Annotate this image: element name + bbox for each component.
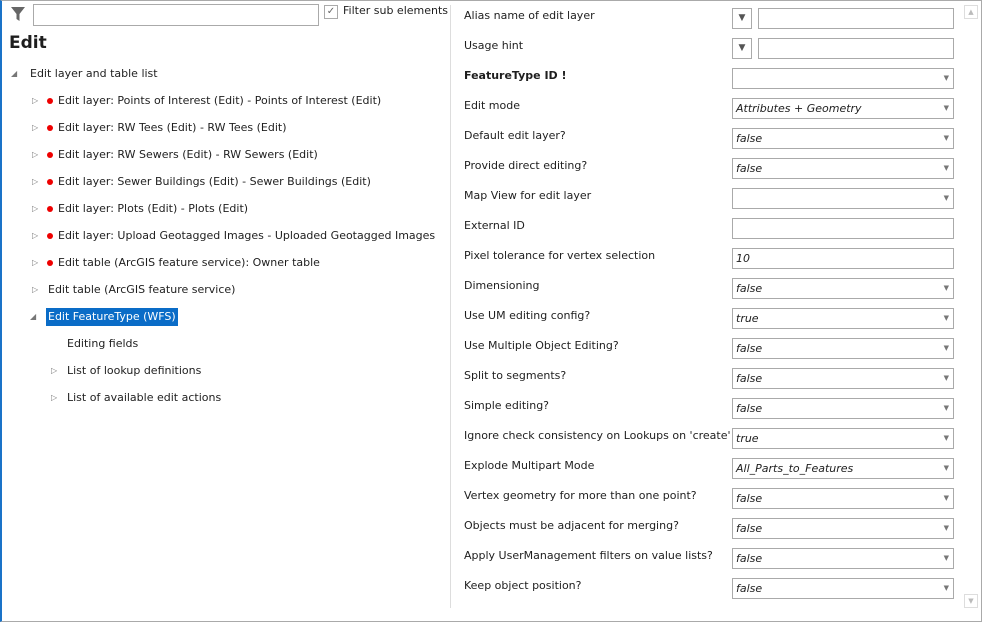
property-select[interactable] <box>732 188 954 209</box>
collapsed-arrow-icon[interactable]: ▷ <box>51 366 58 375</box>
property-value: 10 <box>736 252 750 265</box>
tree-item-label: Edit layer: Upload Geotagged Images - Uploaded Geotagged Images <box>58 229 436 242</box>
tree-item[interactable] <box>0 146 440 164</box>
property-value: false <box>736 132 763 145</box>
scroll-up-button[interactable]: ▲ <box>964 5 978 19</box>
collapsed-arrow-icon[interactable]: ▷ <box>32 231 39 240</box>
property-text-input[interactable] <box>732 248 954 269</box>
collapsed-arrow-icon[interactable]: ▷ <box>32 285 39 294</box>
property-text-input[interactable] <box>732 218 954 239</box>
tree-item[interactable] <box>0 173 440 191</box>
filter-sub-elements-label: Filter sub elements <box>343 4 449 17</box>
property-select[interactable] <box>732 368 954 389</box>
property-label: External ID <box>464 219 525 232</box>
property-label: FeatureType ID ! <box>464 69 567 82</box>
tree-child[interactable] <box>0 335 440 353</box>
chevron-down-icon[interactable]: ▼ <box>943 404 949 412</box>
property-select[interactable] <box>732 98 954 119</box>
chevron-down-icon[interactable]: ▼ <box>943 344 949 352</box>
tree-item-label: Edit table (ArcGIS feature service) <box>48 283 236 296</box>
property-value: false <box>736 282 763 295</box>
tree-item-label: Edit table (ArcGIS feature service): Owner table <box>58 256 320 269</box>
collapsed-arrow-icon[interactable]: ▷ <box>32 204 39 213</box>
error-dot-icon <box>47 206 53 212</box>
property-value: Attributes + Geometry <box>736 102 862 115</box>
tree-root[interactable] <box>0 65 440 83</box>
property-label: Keep object position? <box>464 579 582 592</box>
filter-icon[interactable] <box>10 6 26 22</box>
chevron-down-icon[interactable]: ▼ <box>943 524 949 532</box>
tree-item[interactable] <box>0 119 440 137</box>
property-value: false <box>736 372 763 385</box>
chevron-down-icon[interactable]: ▼ <box>943 134 949 142</box>
tree-item[interactable] <box>0 254 440 272</box>
collapsed-arrow-icon[interactable]: ▷ <box>32 96 39 105</box>
page-title: Edit <box>9 33 47 53</box>
property-value: true <box>736 312 759 325</box>
error-dot-icon <box>47 260 53 266</box>
property-select[interactable] <box>732 458 954 479</box>
property-label: Objects must be adjacent for merging? <box>464 519 679 532</box>
property-select[interactable] <box>732 398 954 419</box>
tree-item-label: List of available edit actions <box>67 391 222 404</box>
property-select[interactable] <box>732 578 954 599</box>
property-value: false <box>736 582 763 595</box>
chevron-down-icon[interactable]: ▼ <box>943 464 949 472</box>
property-label: Pixel tolerance for vertex selection <box>464 249 656 262</box>
property-select[interactable] <box>732 428 954 449</box>
property-label: Apply UserManagement filters on value lists? <box>464 549 713 562</box>
chevron-down-icon[interactable]: ▼ <box>943 494 949 502</box>
tree-item-label: Edit FeatureType (WFS) <box>46 308 178 326</box>
property-label: Use Multiple Object Editing? <box>464 339 619 352</box>
property-select[interactable] <box>732 128 954 149</box>
collapsed-arrow-icon[interactable]: ▷ <box>32 177 39 186</box>
chevron-down-icon[interactable]: ▼ <box>943 164 949 172</box>
property-label: Explode Multipart Mode <box>464 459 595 472</box>
filter-input[interactable] <box>33 4 319 26</box>
error-dot-icon <box>47 179 53 185</box>
property-select[interactable] <box>732 158 954 179</box>
scroll-down-button[interactable]: ▼ <box>964 594 978 608</box>
property-value: false <box>736 522 763 535</box>
chevron-down-icon[interactable]: ▼ <box>943 314 949 322</box>
property-select[interactable] <box>732 278 954 299</box>
collapsed-arrow-icon[interactable]: ▷ <box>32 150 39 159</box>
chevron-down-icon[interactable]: ▼ <box>943 194 949 202</box>
tree-child[interactable] <box>0 389 440 407</box>
property-value: false <box>736 342 763 355</box>
property-label: Default edit layer? <box>464 129 566 142</box>
tree-item-label: List of lookup definitions <box>67 364 202 377</box>
chevron-down-icon[interactable]: ▼ <box>943 284 949 292</box>
property-label: Use UM editing config? <box>464 309 591 322</box>
collapsed-arrow-icon[interactable]: ▷ <box>51 393 58 402</box>
collapsed-arrow-icon[interactable]: ▷ <box>32 258 39 267</box>
tree-item-label: Edit layer: Points of Interest (Edit) - Points of Interest (Edit) <box>58 94 382 107</box>
property-select[interactable] <box>732 548 954 569</box>
property-value: true <box>736 432 759 445</box>
collapsed-arrow-icon[interactable]: ▷ <box>32 123 39 132</box>
chevron-down-icon[interactable]: ▼ <box>943 104 949 112</box>
property-select[interactable] <box>732 518 954 539</box>
property-label: Usage hint <box>464 39 524 52</box>
tree-item[interactable] <box>0 92 440 110</box>
property-label: Ignore check consistency on Lookups on 'create' <box>464 429 731 442</box>
property-label: Map View for edit layer <box>464 189 592 202</box>
tree-item[interactable] <box>0 281 440 299</box>
property-value: false <box>736 492 763 505</box>
scrollbar[interactable] <box>964 5 978 608</box>
error-dot-icon <box>47 125 53 131</box>
property-value: false <box>736 402 763 415</box>
tree-item[interactable] <box>0 227 440 245</box>
property-select[interactable] <box>732 338 954 359</box>
chevron-down-icon[interactable]: ▼ <box>943 554 949 562</box>
property-text-input[interactable] <box>758 8 954 29</box>
tree-item-label: Edit layer: Sewer Buildings (Edit) - Sewer Buildings (Edit) <box>58 175 371 188</box>
tree-item-label: Editing fields <box>67 337 139 350</box>
tree-item-label: Edit layer: RW Sewers (Edit) - RW Sewers (Edit) <box>58 148 318 161</box>
property-label: Provide direct editing? <box>464 159 588 172</box>
error-dot-icon <box>47 233 53 239</box>
property-text-input[interactable] <box>758 38 954 59</box>
property-value: false <box>736 162 763 175</box>
property-value: All_Parts_to_Features <box>736 462 854 475</box>
property-label: Vertex geometry for more than one point? <box>464 489 697 502</box>
chevron-down-icon[interactable]: ▼ <box>943 434 949 442</box>
error-dot-icon <box>47 98 53 104</box>
property-value: false <box>736 552 763 565</box>
splitter[interactable] <box>450 5 451 608</box>
chevron-down-icon[interactable]: ▼ <box>943 374 949 382</box>
filter-sub-elements-checkbox[interactable]: ✓ <box>324 5 338 19</box>
tree-item-label: Edit layer and table list <box>30 67 158 80</box>
tree-item-label: Edit layer: Plots (Edit) - Plots (Edit) <box>58 202 249 215</box>
property-label: Simple editing? <box>464 399 550 412</box>
property-select[interactable] <box>732 68 954 89</box>
property-select[interactable] <box>732 488 954 509</box>
expanded-arrow-icon[interactable]: ◢ <box>11 69 18 78</box>
property-label: Edit mode <box>464 99 520 112</box>
tree-child[interactable] <box>0 362 440 380</box>
chevron-down-icon[interactable]: ▼ <box>943 74 949 82</box>
property-label: Alias name of edit layer <box>464 9 595 22</box>
expanded-arrow-icon[interactable]: ◢ <box>30 312 37 321</box>
tree-item-selected[interactable] <box>0 308 440 326</box>
property-label: Dimensioning <box>464 279 540 292</box>
tree-item-label: Edit layer: RW Tees (Edit) - RW Tees (Edit) <box>58 121 287 134</box>
property-select[interactable] <box>732 308 954 329</box>
error-dot-icon <box>47 152 53 158</box>
tree-item[interactable] <box>0 200 440 218</box>
dropdown-button[interactable]: ▼ <box>732 8 752 29</box>
dropdown-button[interactable]: ▼ <box>732 38 752 59</box>
property-label: Split to segments? <box>464 369 567 382</box>
chevron-down-icon[interactable]: ▼ <box>943 584 949 592</box>
